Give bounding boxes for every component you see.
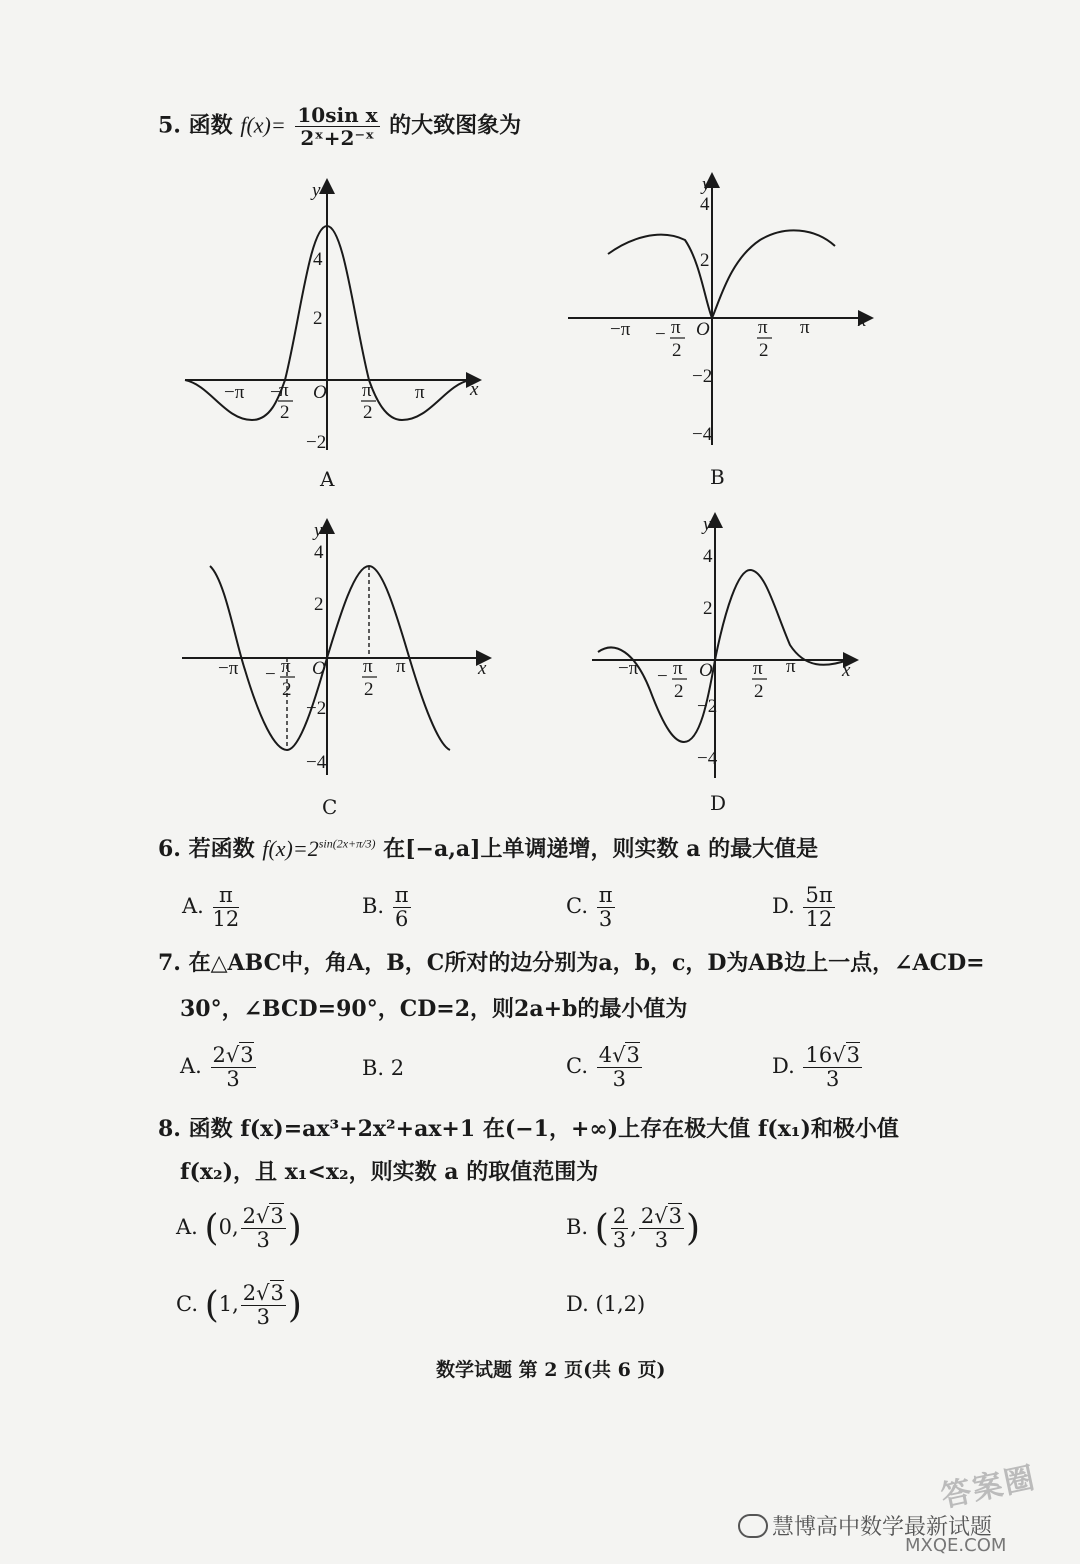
page-footer: 数学试题 第 2 页(共 6 页) <box>436 1359 666 1381</box>
q7-number: 7. <box>158 950 181 976</box>
graph-c <box>182 522 488 775</box>
c-tick-y4: 4 <box>314 542 324 563</box>
c-tick-halfpi-num: π <box>363 656 373 677</box>
q6-option-c-den: 3 <box>598 907 613 932</box>
q7-option-b-value: 2 <box>390 1056 405 1080</box>
d-y-label: y <box>703 514 712 535</box>
q7-option-a-letter: A. <box>180 1054 202 1079</box>
d-tick-pi: π <box>786 656 796 677</box>
b-tick-y4: 4 <box>700 194 710 215</box>
q6-option-c-letter: C. <box>566 894 588 919</box>
q8-option-a-left: 0, <box>218 1215 239 1240</box>
d-tick-neghalfpi-num: π <box>673 658 683 679</box>
q8-option-d-letter: D. <box>566 1292 589 1316</box>
d-tick-y4: 4 <box>703 546 713 567</box>
a-tick-halfpi-den: 2 <box>363 402 373 423</box>
d-tick-halfpi-num: π <box>753 658 763 679</box>
q6-func: f(x)=2 <box>262 836 319 861</box>
q6-option-c[interactable] <box>566 884 617 931</box>
q6-option-a[interactable] <box>182 884 241 931</box>
q7-option-d-coef: 16 <box>805 1043 833 1067</box>
q8-line1-text: 函数 f(x)=ax³+2x²+ax+1 在(−1，+∞)上存在极大值 f(x₁)和极小值 <box>188 1116 899 1142</box>
b-tick-ym2: −2 <box>692 366 713 387</box>
a-origin: O <box>313 382 327 403</box>
q8-option-c-root: 3 <box>270 1281 284 1305</box>
watermark-site: MXQE.COM <box>905 1535 1007 1556</box>
q6-option-c-num: π <box>598 883 613 907</box>
q8-option-a-coef: 2 <box>242 1204 256 1228</box>
q6-option-b-letter: B. <box>362 894 385 919</box>
q8-option-b-letter: B. <box>566 1215 589 1240</box>
b-tick-y2: 2 <box>700 250 710 271</box>
b-y-label: y <box>702 174 711 195</box>
q6-option-a-den: 12 <box>212 907 240 932</box>
graph-a <box>185 182 478 450</box>
watermark-logo: 答案圈 <box>938 1460 1040 1515</box>
b-tick-halfpi-num: π <box>758 317 768 338</box>
q7-option-c[interactable]: C. $\frac{4√3}{3}$ <box>566 1043 640 1092</box>
a-tick-neghalfpi-den: 2 <box>280 402 290 423</box>
q8-option-b-coef: 2 <box>640 1204 655 1228</box>
q5-lead: 函数 <box>188 112 233 139</box>
d-origin: O <box>699 660 713 681</box>
q5-denominator: 2ˣ+2⁻ˣ <box>300 126 375 150</box>
a-tick-y4: 4 <box>313 249 323 270</box>
q6-lead: 若函数 <box>188 836 255 862</box>
q7-option-a-coef: 2 <box>212 1043 226 1067</box>
graph-c-label: C <box>322 795 338 819</box>
b-tick-neghalfpi-num: π <box>671 317 681 338</box>
c-tick-neghalfpi-sign: − <box>265 664 276 685</box>
q7-option-c-den: 3 <box>612 1067 626 1092</box>
d-tick-ym4: −4 <box>697 748 718 769</box>
q8-option-c-den: 3 <box>256 1305 271 1330</box>
q5-func: f(x)= <box>240 112 286 138</box>
a-tick-negpi: −π <box>224 382 245 403</box>
c-tick-ym4: −4 <box>306 752 327 773</box>
q7-option-b[interactable] <box>362 1056 404 1080</box>
d-tick-negpi: −π <box>618 658 639 679</box>
q7-line2: 30°，∠BCD=90°，CD=2，则2a+b的最小值为 <box>180 996 688 1022</box>
c-tick-y2: 2 <box>314 594 324 615</box>
q7-line1-text: 在△ABC中，角A，B，C所对的边分别为a，b，c，D为AB边上一点，∠ACD= <box>188 950 985 976</box>
a-x-label: x <box>470 379 479 400</box>
q6-stem <box>158 832 818 863</box>
q8-line2: f(x₂)，且 x₁<x₂，则实数 a 的取值范围为 <box>180 1159 599 1185</box>
q7-option-c-letter: C. <box>566 1054 588 1079</box>
q6-option-d[interactable] <box>772 884 837 931</box>
graph-b-label: B <box>710 465 725 489</box>
watermark-account: 慧博高中数学最新试题 <box>772 1515 993 1540</box>
q5-number: 5. <box>158 112 181 139</box>
q8-option-b-den: 3 <box>654 1228 669 1253</box>
graph-b <box>568 176 870 445</box>
c-origin: O <box>312 658 326 679</box>
d-tick-neghalfpi-den: 2 <box>674 681 684 702</box>
q8-number: 8. <box>158 1116 181 1142</box>
a-tick-y2: 2 <box>313 308 323 329</box>
q8-option-a-root: 3 <box>270 1204 284 1228</box>
c-tick-neghalfpi-num: π <box>281 656 291 677</box>
d-x-label: x <box>842 660 851 681</box>
q6-option-a-letter: A. <box>182 894 204 919</box>
b-tick-halfpi-den: 2 <box>759 340 769 361</box>
q6-number: 6. <box>158 836 181 862</box>
c-x-label: x <box>478 658 487 679</box>
q6-option-b-den: 6 <box>395 907 409 932</box>
b-tick-neghalfpi-den: 2 <box>672 340 682 361</box>
b-tick-neghalfpi-sign: − <box>655 324 666 345</box>
c-tick-ym2: −2 <box>306 698 327 719</box>
a-tick-pi: π <box>415 382 425 403</box>
b-origin: O <box>696 319 710 340</box>
q8-line1 <box>158 1112 899 1143</box>
a-y-label: y <box>312 180 321 201</box>
q7-option-d[interactable]: D. $\frac{16√3}{3}$ <box>772 1043 860 1092</box>
graph-d <box>592 516 855 778</box>
d-tick-halfpi-den: 2 <box>754 681 764 702</box>
q8-option-b[interactable]: B. ( $\frac{2}{3}$ , $\frac{2√3}{3}$ ) <box>566 1204 701 1253</box>
d-tick-neghalfpi-sign: − <box>657 666 668 687</box>
q8-option-c-coef: 2 <box>242 1281 257 1305</box>
a-tick-neghalfpi-num: π <box>279 380 289 401</box>
wechat-icon <box>738 1514 768 1538</box>
q6-option-d-letter: D. <box>772 894 795 919</box>
graph-d-label: D <box>710 791 727 815</box>
q5-numerator: 10sin x <box>297 103 378 127</box>
b-x-label: x <box>858 310 867 331</box>
q6-option-d-den: 12 <box>805 907 833 932</box>
d-tick-y2: 2 <box>703 598 713 619</box>
q8-option-d-value: (1,2) <box>595 1292 646 1316</box>
q7-option-d-den: 3 <box>826 1067 840 1092</box>
c-tick-neghalfpi-den: 2 <box>282 679 292 700</box>
q8-option-a[interactable]: A. (0, $\frac{2√3}{3}$ ) <box>176 1204 302 1253</box>
q7-option-b-letter: B. <box>362 1056 385 1080</box>
a-tick-ym2: −2 <box>306 432 327 453</box>
q6-exponent: sin(2x+π/3) <box>318 836 376 851</box>
b-tick-ym4: −4 <box>692 424 713 445</box>
q8-option-b-left-num: 2 <box>612 1204 627 1228</box>
q8-option-a-letter: A. <box>176 1215 198 1240</box>
q6-option-a-num: π <box>213 884 240 908</box>
c-tick-halfpi-den: 2 <box>364 679 374 700</box>
q8-option-c[interactable]: C. (1, $\frac{2√3}{3}$ ) <box>176 1281 302 1330</box>
q7-line1 <box>158 946 985 977</box>
c-tick-pi: π <box>396 656 406 677</box>
b-tick-negpi: −π <box>610 319 631 340</box>
q7-option-c-coef: 4 <box>598 1043 613 1067</box>
c-y-label: y <box>314 520 323 541</box>
q7-option-d-letter: D. <box>772 1054 795 1079</box>
q8-option-c-letter: C. <box>176 1292 198 1317</box>
q7-option-d-root: 3 <box>846 1043 860 1067</box>
q8-option-b-left-den: 3 <box>612 1228 627 1253</box>
graph-a-label: A <box>320 467 335 491</box>
q6-option-b-num: π <box>394 883 409 907</box>
q6-option-d-num: 5π <box>805 883 833 907</box>
a-tick-neghalfpi-sign: − <box>270 382 281 403</box>
q7-option-a-den: 3 <box>226 1067 240 1092</box>
q6-tail: 在[−a,a]上单调递增，则实数 a 的最大值是 <box>383 836 819 862</box>
q8-option-c-left: 1, <box>218 1292 239 1317</box>
a-tick-halfpi-num: π <box>362 380 372 401</box>
d-tick-ym2: −2 <box>697 696 718 717</box>
q8-option-b-root: 3 <box>668 1204 683 1228</box>
c-tick-negpi: −π <box>218 658 239 679</box>
b-tick-pi: π <box>800 317 810 338</box>
q5-tail: 的大致图象为 <box>389 112 522 139</box>
q7-option-c-root: 3 <box>626 1043 640 1067</box>
q8-option-d[interactable] <box>566 1292 645 1316</box>
q7-option-a[interactable]: A. $\frac{2√3}{3}$ <box>180 1043 254 1092</box>
q7-option-a-root: 3 <box>240 1043 254 1067</box>
q8-option-a-den: 3 <box>256 1228 270 1253</box>
q6-option-b[interactable] <box>362 884 413 931</box>
